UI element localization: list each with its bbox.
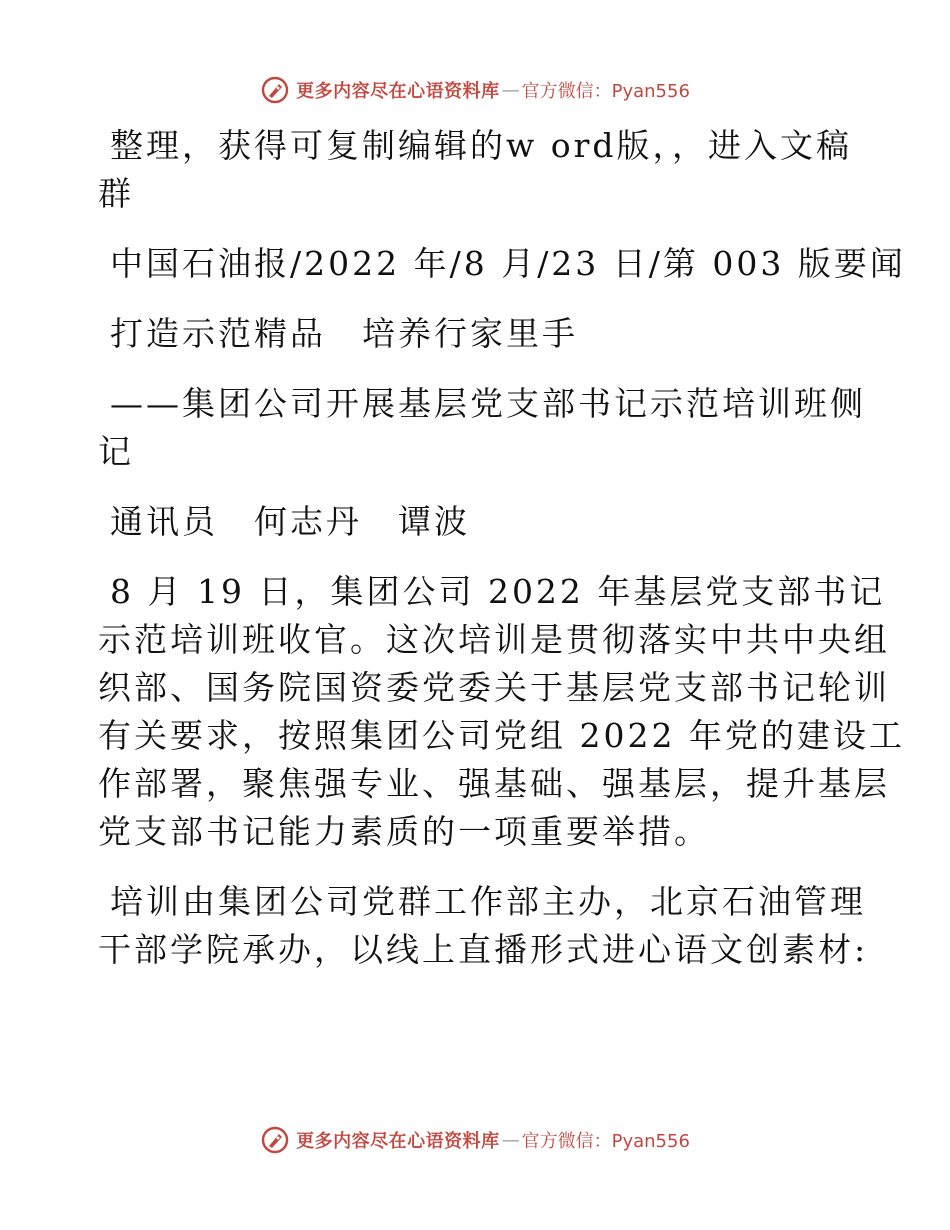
- pen-nib-logo-icon: [260, 75, 290, 105]
- headline: 打造示范精品 培养行家里手: [110, 314, 578, 353]
- watermark-wechat: 官方微信：Pyan556: [521, 1131, 690, 1152]
- watermark-text: 更多内容尽在心语资料库: [296, 1131, 500, 1152]
- intro-line-2: 群: [98, 174, 134, 213]
- intro-line-1: 整理，获得可复制编辑的w ord版，，进入文稿: [110, 126, 853, 165]
- paragraph-line: 作部署，聚焦强专业、强基础、强基层，提升基层: [98, 764, 890, 803]
- byline: 通讯员 何志丹 谭波: [110, 502, 470, 541]
- subtitle-line-1: ——集团公司开展基层党支部书记示范培训班侧: [110, 384, 866, 423]
- footer-watermark: [0, 1120, 950, 1160]
- paragraph-line: 培训由集团公司党群工作部主办，北京石油管理: [110, 882, 866, 921]
- document-body: [98, 122, 906, 974]
- watermark-separator: —: [501, 1129, 520, 1151]
- paragraph-line: 有关要求，按照集团公司党组 2022 年党的建设工: [98, 716, 905, 755]
- paragraph-line: 干部学院承办，以线上直播形式进心语文创素材:: [98, 930, 869, 969]
- header-watermark: [0, 70, 950, 110]
- paragraph-3: [98, 878, 869, 974]
- watermark-separator: —: [501, 79, 520, 101]
- paragraph-line: 织部、国务院国资委党委关于基层党支部书记轮训: [98, 668, 890, 707]
- source-line: 中国石油报/2022 年/8 月/23 日/第 003 版要闻: [110, 244, 906, 283]
- paragraph-line: 8 月 19 日，集团公司 2022 年基层党支部书记: [110, 572, 886, 611]
- watermark-wechat: 官方微信：Pyan556: [521, 81, 690, 102]
- paragraph-line: 示范培训班收官。这次培训是贯彻落实中共中央组: [98, 620, 890, 659]
- subtitle-line-2: 记: [98, 432, 134, 471]
- paragraph-line: 党支部书记能力素质的一项重要举措。: [98, 812, 710, 851]
- watermark-text: 更多内容尽在心语资料库: [296, 81, 500, 102]
- pen-nib-logo-icon: [260, 1125, 290, 1155]
- paragraph-2: [98, 568, 905, 856]
